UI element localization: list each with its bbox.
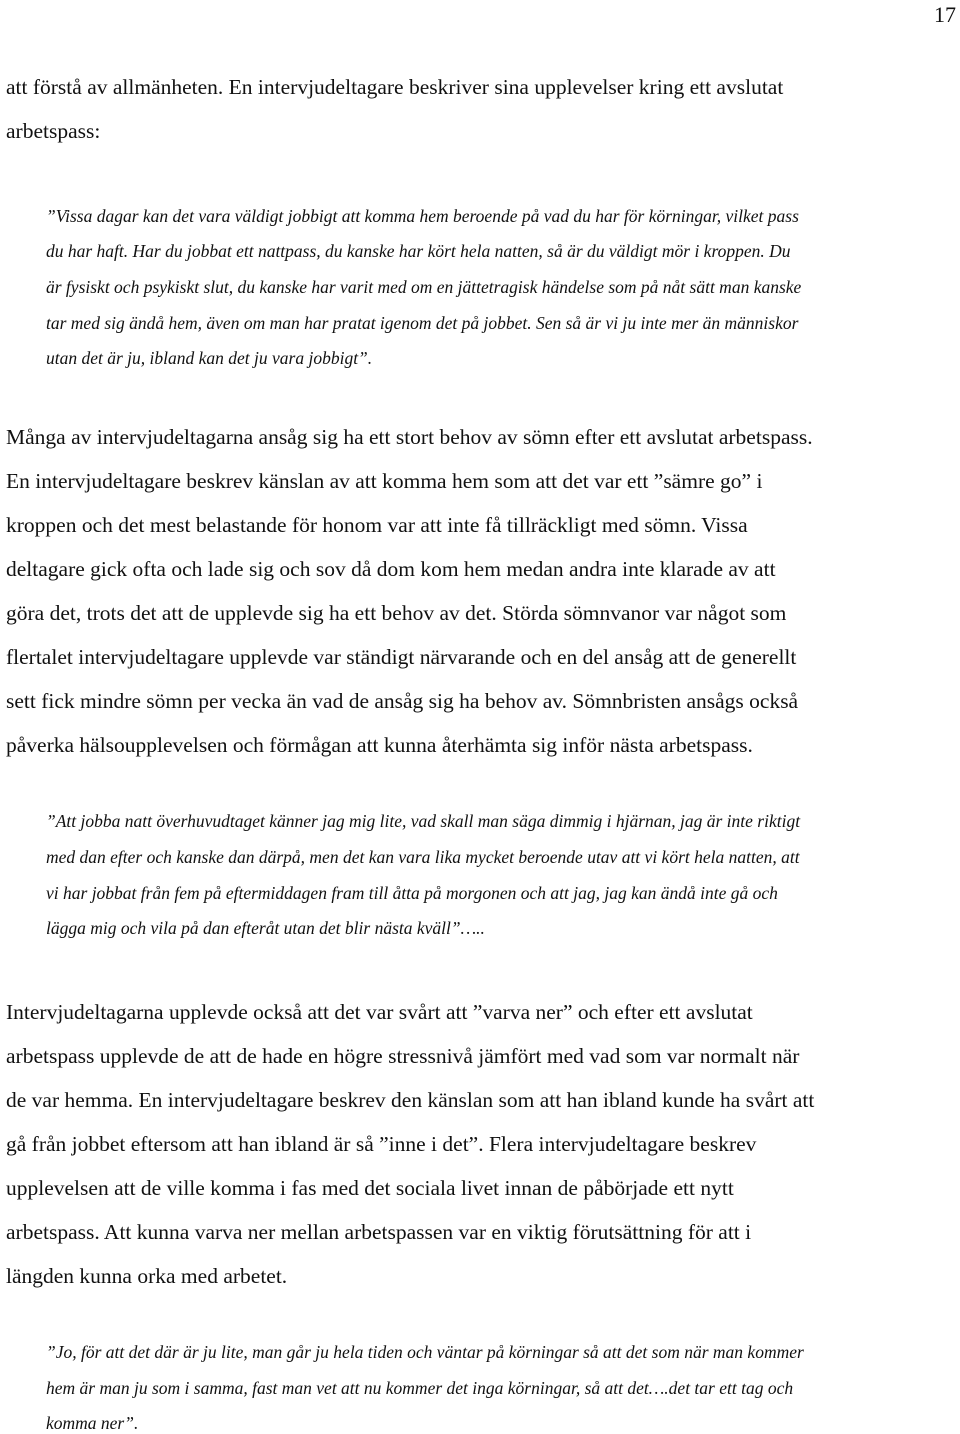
paragraph-line: gå från jobbet eftersom att han ibland är så ”inne i det”. Flera intervjudeltagare beskrev	[6, 1132, 757, 1156]
quote-line: du har haft. Har du jobbat ett nattpass, du kanske har kört hela natten, så är du väldigt mör i kroppen. Du	[46, 241, 791, 261]
quote-line: är fysiskt och psykiskt slut, du kanske har varit med om en jättetragisk händelse som på nåt sätt man kanske	[46, 277, 802, 297]
paragraph-line: längden kunna orka med arbetet.	[6, 1264, 288, 1288]
paragraph-line: upplevelsen att de ville komma i fas med det sociala livet innan de påbörjade ett nytt	[6, 1176, 734, 1200]
paragraph-line: arbetspass. Att kunna varva ner mellan arbetspassen var en viktig förutsättning för att i	[6, 1220, 752, 1244]
paragraph-line: arbetspass:	[6, 119, 101, 143]
quote-line: utan det är ju, ibland kan det ju vara jobbigt”.	[46, 348, 373, 368]
paragraph-line: kroppen och det mest belastande för honom var att inte få tillräckligt med sömn. Vissa	[6, 513, 748, 537]
paragraph-line: deltagare gick ofta och lade sig och sov då dom kom hem medan andra inte klarade av att	[6, 557, 776, 581]
paragraph-line: göra det, trots det att de upplevde sig ha ett behov av det. Störda sömnvanor var något som	[6, 601, 787, 625]
quote-line: med dan efter och kanske dan därpå, men det kan vara lika mycket beroende utav att vi kört hela natten, att	[46, 847, 800, 867]
quote-line: tar med sig ändå hem, även om man har pratat igenom det på jobbet. Sen så är vi ju inte mer än människor	[46, 313, 799, 333]
paragraph-line: arbetspass upplevde de att de hade en högre stressnivå jämfört med vad som var normalt när	[6, 1044, 800, 1068]
quote-line: lägga mig och vila på dan efteråt utan det blir nästa kväll”…..	[46, 918, 485, 938]
paragraph-line: de var hemma. En intervjudeltagare beskrev den känslan som att han ibland kunde ha svårt att	[6, 1088, 815, 1112]
paragraph-line: påverka hälsoupplevelsen och förmågan att kunna återhämta sig inför nästa arbetspass.	[6, 733, 753, 757]
quote-line: komma ner”.	[46, 1413, 139, 1433]
quote-line: ”Vissa dagar kan det vara väldigt jobbigt att komma hem beroende på vad du har för körningar, vilket pass	[46, 206, 799, 226]
paragraph-line: Intervjudeltagarna upplevde också att det var svårt att ”varva ner” och efter ett avslutat	[6, 1000, 753, 1024]
page-number: 17	[934, 2, 956, 27]
quote-line: ”Att jobba natt överhuvudtaget känner jag mig lite, vad skall man säga dimmig i hjärnan, jag är inte riktigt	[46, 811, 801, 831]
paragraph-line: sett fick mindre sömn per vecka än vad de ansåg sig ha behov av. Sömnbristen ansågs också	[6, 689, 799, 713]
paragraph-line: Många av intervjudeltagarna ansåg sig ha ett stort behov av sömn efter ett avslutat arbetspass.	[6, 425, 813, 449]
paragraph-line: flertalet intervjudeltagare upplevde var ständigt närvarande och en del ansåg att de generellt	[6, 645, 797, 669]
paragraph-line: att förstå av allmänheten. En intervjudeltagare beskriver sina upplevelser kring ett avslutat	[6, 75, 784, 99]
quote-line: vi har jobbat från fem på eftermiddagen fram till åtta på morgonen och att jag, jag kan ändå inte gå och	[46, 883, 778, 903]
paragraph-line: En intervjudeltagare beskrev känslan av att komma hem som att det var ett ”sämre go” i	[6, 469, 763, 493]
quote-line: hem är man ju som i samma, fast man vet att nu kommer det inga körningar, så att det….det tar ett tag och	[46, 1378, 794, 1398]
quote-line: ”Jo, för att det där är ju lite, man går ju hela tiden och väntar på körningar så att det som när man kommer	[46, 1342, 804, 1362]
